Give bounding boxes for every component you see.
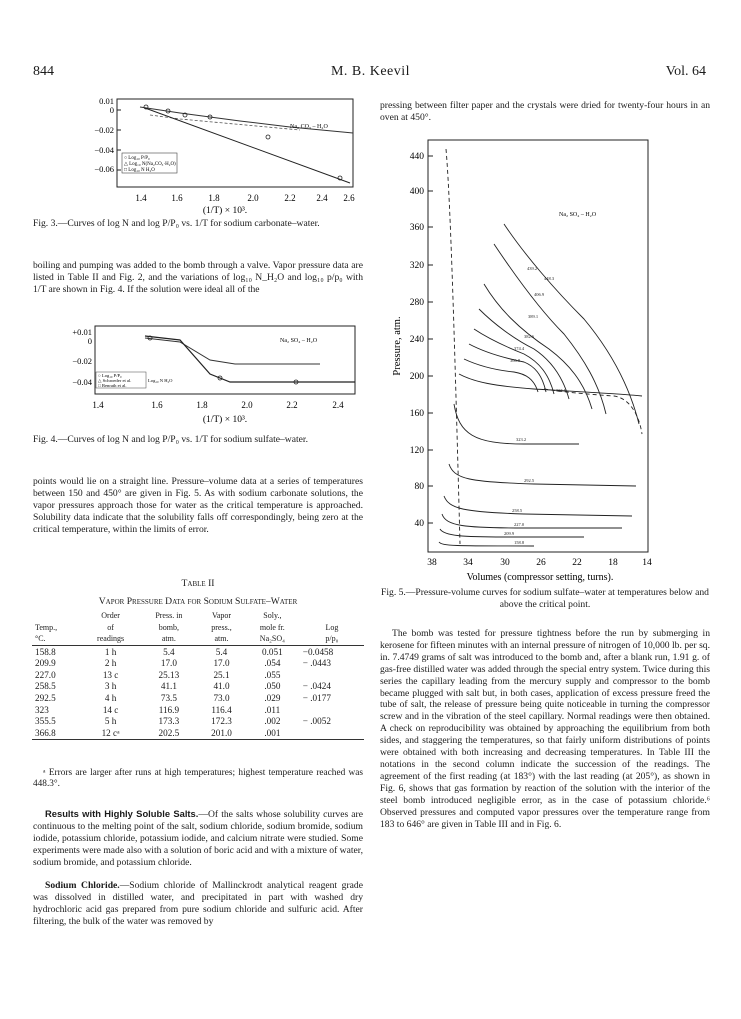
fig3-plot <box>60 93 360 215</box>
body-paragraph: pressing between filter paper and the crystals were dried for twenty-four hours in an oven at 450°. <box>380 100 710 123</box>
table-footnote: ᵃ Errors are larger after runs at high temperatures; highest temperature reached was 448.3°. <box>33 768 363 790</box>
fig5-xtick: 18 <box>608 558 618 568</box>
fig3-xtick: 1.4 <box>135 193 147 203</box>
nacl-heading: Sodium Chloride. <box>45 880 120 891</box>
fig5-temp-label: 227.0 <box>514 522 525 527</box>
fig3-caption: Fig. 3.—Curves of log N and log P/P₀ vs. 1/T for sodium carbonate–water. <box>33 218 320 229</box>
fig5-temp-label: 158.8 <box>514 540 525 545</box>
table-ii: Order Press. in Vapor Soly., Temp., of bomb, press., mole fr. Log °C. readings atm. atm. Na₂SO₄ p/p₀ 158.8 1 h 5.4 5.4 0.051 −0.0458 209.9 2 h 17.0 17.0 .054 − .0443 227.0 13 c 25.13 25.1 .055 258.5 3 h 41.1 41.0 .050 − .0424 292.5 4 h 73.5 73.0 .029 − .0177 323 14 c 116.9 116.4 .011 355.5 5 h 173.3 172.3 .002 − .0052 366.8 12 cᵃ 202.5 201.0 .001 <box>32 610 364 740</box>
fig4-xtick: 2.0 <box>241 400 253 410</box>
fig3-ytick: 0.01 <box>99 96 114 106</box>
fig5-temp-label: 323.2 <box>516 437 527 442</box>
fig5-xtick: 34 <box>463 558 473 568</box>
fig4-ytick: −0.02 <box>72 356 92 366</box>
fig3-xtick: 2.4 <box>316 193 328 203</box>
table-row: 292.5 4 h 73.5 73.0 .029 − .0177 <box>35 692 331 703</box>
fig5-ytick: 40 <box>414 519 424 529</box>
fig5-ytick: 320 <box>409 261 424 271</box>
table-row: 355.5 5 h 173.3 172.3 .002 − .0052 <box>35 716 331 727</box>
fig5-ytick: 280 <box>409 298 424 308</box>
fig4-xtick: 1.8 <box>196 400 208 410</box>
fig3-legend-entry: ○ Log₁₀ P/P₀ <box>124 156 150 161</box>
table-label: Table II <box>181 578 215 589</box>
results-paragraph: Results with Highly Soluble Salts.—Of the salts whose solubility curves are continuous to the melting point of the salt, sodium chloride, sodium bromide, sodium iodide, potassium chloride, potassium iodide, and calcium nitrate were studied. Some experiments were made also with a solution of boric acid and with a mixture of water, sodium bromide, and potassium chloride. <box>33 808 363 868</box>
fig4-xlabel: (1/T) × 10³. <box>202 415 248 425</box>
fig5-temp-label: 382.6 <box>524 334 535 339</box>
fig3-legend-entry: □ Log₁₀ N H₂O <box>124 168 155 173</box>
running-author: M. B. Keevil <box>330 64 411 79</box>
nacl-paragraph: Sodium Chloride.—Sodium chloride of Mallinckrodt analytical reagent grade was dissolved in distilled water, and precipitated in part with washed dry hydrochloric acid gas prepared from pure sodium chloride and sulfuric acid. After filtering, the bulk of the water was removed by <box>33 880 363 927</box>
fig5-xlabel: Volumes (compressor setting, turns). <box>466 572 614 583</box>
fig4-ytick: +0.01 <box>72 327 92 337</box>
fig5-ytick: 80 <box>414 482 424 492</box>
fig4-plot <box>60 320 360 430</box>
fig3-series-label: Na₂ CO₃ – H₂O <box>290 124 328 130</box>
table-row: 323 14 c 116.9 116.4 .011 <box>35 704 281 715</box>
fig5-xtick: 26 <box>536 558 546 568</box>
fig5-series-label: Na₂ SO₄ – H₂O <box>559 212 597 218</box>
body-paragraph: The bomb was tested for pressure tightness before the run by submerging in kerosene for fifteen minutes with an internal pressure of nitrogen of 10,000 lb. per sq. in. 7.4749 grams of salt was introduced to the bomb and, after a blank run, 1.91 g. of gas-free distilled water was added through the special entry system. Twice during this series the capillary leading from the mercury supply and compressor to the bomb became plugged with salt but, in both cases, application of excess pressure freed the tube of salt, the release of pressure being quite noticeable in turning the compressor screw and in the vibration of the steel capillary. Normal readings were then obtained. A check on reproducibility was obtained by approaching the equilibrium from both sides, and staggering the temperatures, so that fairly uniform distributions of points were obtained with both increasing and decreasing temperatures. In Table III the notations in the second column indicate the succession of the readings. The agreement of the first reading (at 183°) with the last reading (at 205°), as shown in Fig. 6, shows that gas formation by reaction of the solution with the interior of the steel bomb introduced negligible error, as in the case of potassium chloride.⁶ Observed pressures and computed vapor pressures over the temperature range from 183 to 646° are given in Table III and in Fig. 6. <box>380 628 710 830</box>
table-title: Vapor Pressure Data for Sodium Sulfate–Water <box>98 596 298 607</box>
fig5-temp-label: 406.9 <box>534 292 545 297</box>
fig5-temp-label: 209.9 <box>504 531 515 536</box>
fig5-temp-label: 439.2 <box>527 266 538 271</box>
fig4-legend-entry: Log₁₀ N H₂O <box>148 378 173 383</box>
fig4-xtick: 2.4 <box>332 400 344 410</box>
fig3-xtick: 2.2 <box>284 193 296 203</box>
fig5-xtick: 22 <box>572 558 582 568</box>
fig5-plot <box>384 134 714 584</box>
fig4-legend-entry: □ Benrath et al. <box>98 383 127 388</box>
fig4-legend-entry: △ Schroeder et al. <box>98 378 132 383</box>
fig5-caption: Fig. 5.—Pressure-volume curves for sodium sulfate–water at temperatures below and above the critical point. <box>381 587 709 610</box>
table-row: 158.8 1 h 5.4 5.4 0.051 −0.0458 <box>35 646 334 657</box>
table-row: 258.5 3 h 41.1 41.0 .050 − .0424 <box>35 681 331 692</box>
results-heading: Results with Highly Soluble Salts. <box>45 808 199 819</box>
fig5-temp-label: 292.5 <box>524 478 535 483</box>
fig3-xlabel: (1/T) × 10³. <box>202 206 248 215</box>
fig3-xtick: 2.6 <box>343 193 355 203</box>
fig5-temp-label: 366.8 <box>510 358 521 363</box>
fig5-ytick: 440 <box>409 152 424 162</box>
fig5-ytick: 160 <box>409 409 424 419</box>
fig3-ytick: −0.04 <box>94 145 114 155</box>
fig3-ytick: 0 <box>109 105 114 115</box>
fig5-ytick: 240 <box>409 335 424 345</box>
fig5-ytick: 360 <box>409 223 424 233</box>
fig5-xtick: 14 <box>642 558 652 568</box>
fig5-ytick: 200 <box>409 372 424 382</box>
fig5-temp-label: 374.4 <box>514 346 525 351</box>
fig5-temp-label: 258.5 <box>512 508 523 513</box>
fig4-series-label: Na₂ SO₄ – H₂O <box>280 338 318 344</box>
fig4-ytick: −0.04 <box>72 377 92 387</box>
table-row: 227.0 13 c 25.13 25.1 .055 <box>35 669 281 680</box>
table-row: 366.8 12 cᵃ 202.5 201.0 .001 <box>32 727 364 739</box>
fig5-temp-label: 355.5 <box>556 388 567 393</box>
fig4-ytick: 0 <box>87 336 92 346</box>
fig3-xtick: 1.8 <box>208 193 220 203</box>
fig4-xtick: 2.2 <box>286 400 298 410</box>
fig5-ylabel: Pressure, atm. <box>392 316 403 376</box>
fig5-xtick: 30 <box>500 558 510 568</box>
fig3-ytick: −0.06 <box>94 164 114 174</box>
fig4-caption: Fig. 4.—Curves of log N and log P/P₀ vs. 1/T for sodium sulfate–water. <box>33 434 308 445</box>
fig3-ytick: −0.02 <box>94 125 114 135</box>
fig5-temp-label: 448.3 <box>544 276 555 281</box>
table-row: 209.9 2 h 17.0 17.0 .054 − .0443 <box>35 658 331 669</box>
page-number: 844 <box>33 64 54 79</box>
volume-label: Vol. 64 <box>665 64 706 79</box>
fig5-xtick: 38 <box>427 558 437 568</box>
fig5-ytick: 400 <box>409 187 424 197</box>
fig3-xtick: 1.6 <box>171 193 183 203</box>
body-paragraph: boiling and pumping was added to the bomb through a valve. Vapor pressure data are listed in Table II and Fig. 2, and the variations of log₁₀ N_H₂O and log₁₀ p/p₀ with 1/T are shown in Fig. 4. If the solution were ideal all of the <box>33 260 363 295</box>
fig4-xtick: 1.4 <box>92 400 104 410</box>
fig4-xtick: 1.6 <box>151 400 163 410</box>
fig3-legend-entry: △ Log₁₀ N(Na₂CO₃·H₂O) <box>124 162 176 167</box>
fig5-temp-label: 389.1 <box>528 314 539 319</box>
fig4-legend-entry: ○ Log₁₀ P/P₀ <box>98 373 122 378</box>
body-paragraph: points would lie on a straight line. Pressure–volume data at a series of temperatures between 150 and 450° are given in Fig. 5. As with sodium carbonate solutions, the vapor pressures approach those for water as the critical temperature is approached. Solubility data indicate that the solubility falls off correspondingly, being zero at the critical temperature, within the limits of error. <box>33 476 363 535</box>
fig3-xtick: 2.0 <box>247 193 259 203</box>
fig5-ytick: 120 <box>409 446 424 456</box>
